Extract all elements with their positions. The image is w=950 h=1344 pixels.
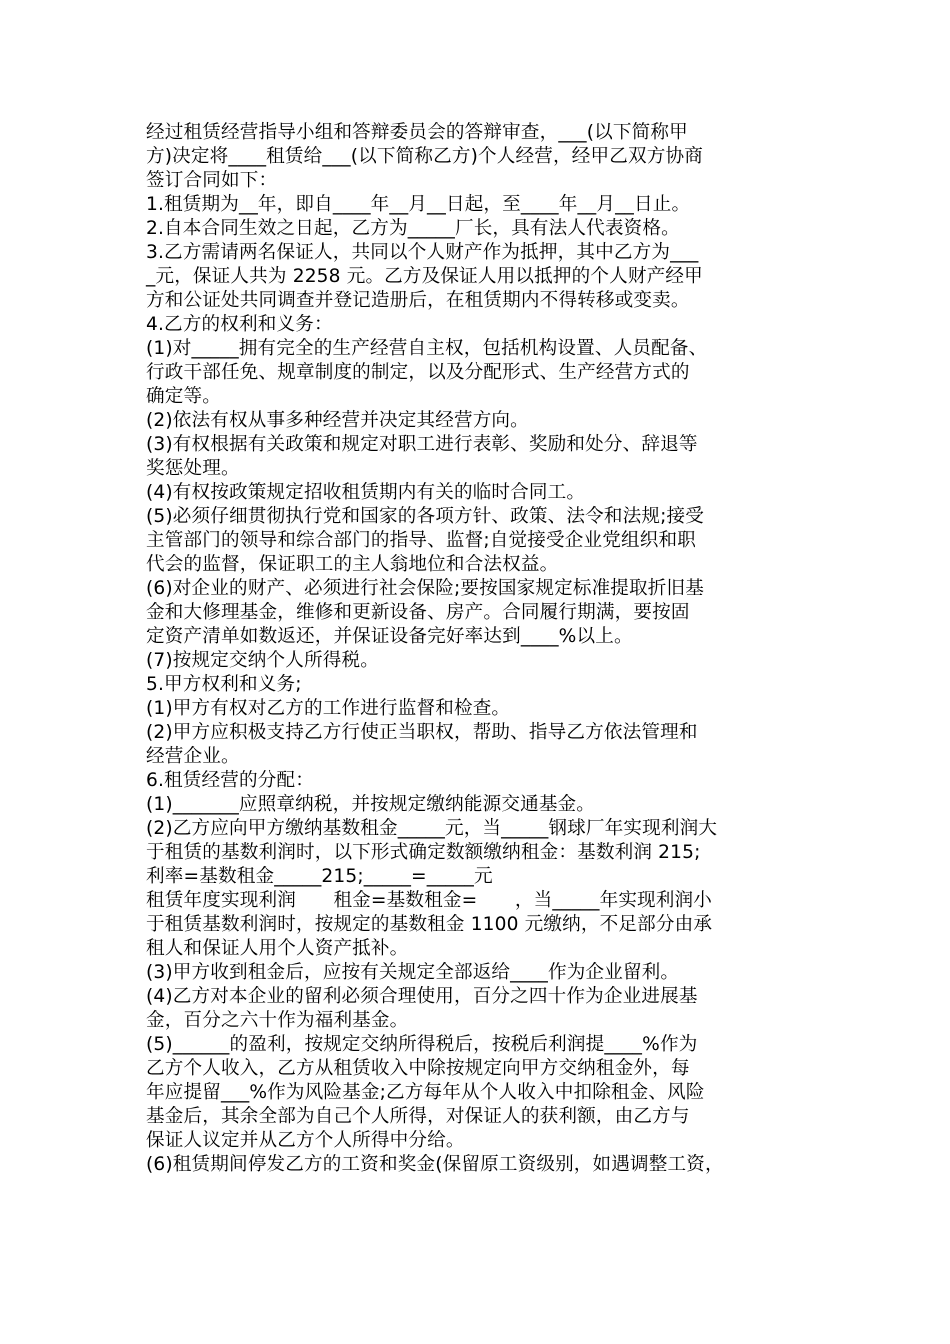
text-line: _元，保证人共为 2258 元。乙方及保证人用以抵押的个人财产经甲 [146, 266, 703, 287]
text-line: (1)甲方有权对乙方的工作进行监督和检查。 [146, 698, 511, 719]
text-line: 年应提留___%作为风险基金;乙方每年从个人收入中扣除租金、风险 [146, 1082, 705, 1103]
text-line: 1.租赁期为__年，即自____年__月__日起，至____年__月__日止。 [146, 194, 691, 215]
text-line: 利率=基数租金_____215;_____=_____元 [146, 866, 493, 887]
document-body [146, 121, 811, 1177]
text-line: (6)租赁期间停发乙方的工资和奖金(保留原工资级别，如遇调整工资， [146, 1154, 724, 1175]
text-line: (4)乙方对本企业的留利必须合理使用，百分之四十作为企业进展基 [146, 986, 698, 1007]
text-line: (5)______的盈利，按规定交纳所得税后，按税后利润提____%作为 [146, 1034, 698, 1055]
text-line: 基金后，其余全部为自己个人所得，对保证人的获利额，由乙方与 [146, 1106, 690, 1127]
text-line: (5)必须仔细贯彻执行党和国家的各项方针、政策、法令和法规;接受 [146, 506, 705, 527]
text-line: (2)甲方应积极支持乙方行使正当职权，帮助、指导乙方依法管理和 [146, 722, 698, 743]
text-line: 2.自本合同生效之日起，乙方为_____厂长，具有法人代表资格。 [146, 218, 680, 239]
text-line: 于租赁的基数利润时，以下形式确定数额缴纳租金：基数利润 215; [146, 842, 701, 863]
text-line: 4.乙方的权利和义务： [146, 314, 333, 335]
text-line: 于租赁基数利润时，按规定的基数租金 1100 元缴纳，不足部分由承 [146, 914, 713, 935]
text-line: 3.乙方需请两名保证人，共同以个人财产作为抵押，其中乙方为___ [146, 242, 699, 263]
text-line: 租赁年度实现利润 租金=基数租金= ，当_____年实现利润小 [146, 890, 713, 911]
text-line: 行政干部任免、规章制度的制定，以及分配形式、生产经营方式的 [146, 362, 690, 383]
text-line: 乙方个人收入，乙方从租赁收入中除按规定向甲方交纳租金外，每 [146, 1058, 690, 1079]
text-line: (1)对_____拥有完全的生产经营自主权，包括机构设置、人员配备、 [146, 338, 708, 359]
text-line: 签订合同如下： [146, 170, 278, 191]
text-line: 金和大修理基金，维修和更新设备、房产。合同履行期满，要按固 [146, 602, 690, 623]
text-line: 金，百分之六十作为福利基金。 [146, 1010, 409, 1031]
text-line: 定资产清单如数返还，并保证设备完好率达到____%以上。 [146, 626, 633, 647]
text-line: 方和公证处共同调查并登记造册后，在租赁期内不得转移或变卖。 [146, 290, 690, 311]
text-line: 经过租赁经营指导小组和答辩委员会的答辩审查，___(以下简称甲 [146, 122, 688, 143]
text-line: (3)甲方收到租金后，应按有关规定全部返给____作为企业留利。 [146, 962, 680, 983]
text-line: 租人和保证人用个人资产抵补。 [146, 938, 409, 959]
text-line: 主管部门的领导和综合部门的指导、监督;自觉接受企业党组织和职 [146, 530, 696, 551]
text-line: (1)_______应照章纳税，并按规定缴纳能源交通基金。 [146, 794, 596, 815]
text-line: (3)有权根据有关政策和规定对职工进行表彰、奖励和处分、辞退等 [146, 434, 698, 455]
text-line: 代会的监督，保证职工的主人翁地位和合法权益。 [146, 554, 559, 575]
text-line: 5.甲方权利和义务; [146, 674, 302, 695]
text-line: 保证人议定并从乙方个人所得中分给。 [146, 1130, 465, 1151]
text-line: 经营企业。 [146, 746, 240, 767]
text-line: 奖惩处理。 [146, 458, 240, 479]
text-line: 方)决定将____租赁给___(以下简称乙方)个人经营，经甲乙双方协商 [146, 146, 703, 167]
text-line: 确定等。 [146, 386, 221, 407]
text-line: 6.租赁经营的分配： [146, 770, 314, 791]
text-line: (6)对企业的财产、必须进行社会保险;要按国家规定标准提取折旧基 [146, 578, 705, 599]
text-line: (4)有权按政策规定招收租赁期内有关的临时合同工。 [146, 482, 586, 503]
text-line: (7)按规定交纳个人所得税。 [146, 650, 379, 671]
text-line: (2)乙方应向甲方缴纳基数租金_____元，当_____钢球厂年实现利润大 [146, 818, 718, 839]
text-line: (2)依法有权从事多种经营并决定其经营方向。 [146, 410, 529, 431]
